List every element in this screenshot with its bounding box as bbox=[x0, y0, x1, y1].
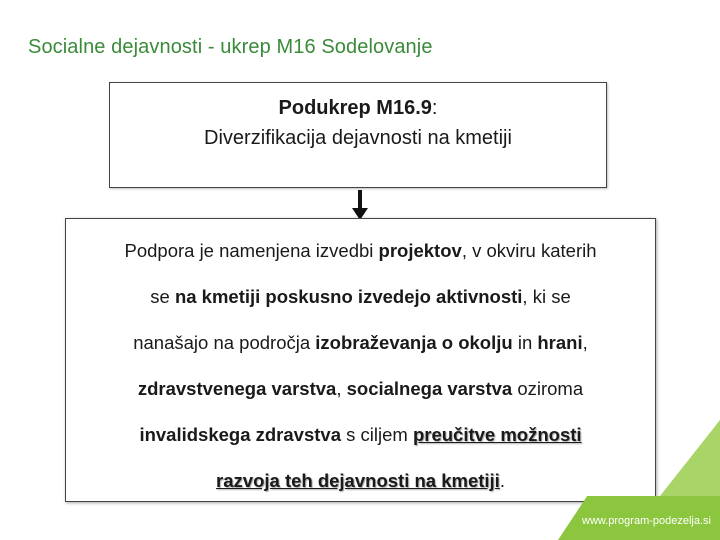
slide-title: Socialne dejavnosti - ukrep M16 Sodelovanje bbox=[28, 36, 433, 58]
description-line-1: Podpora je namenjena izvedbi projektov, v okviru katerih bbox=[124, 240, 597, 261]
goal-underlined-2: razvoja teh dejavnosti na kmetiji bbox=[216, 470, 500, 491]
submeasure-heading-line bbox=[110, 93, 606, 123]
description-line-2: se na kmetiji poskusno izvedejo aktivnosti, ki se bbox=[150, 286, 571, 307]
description-line-6: razvoja teh dejavnosti na kmetiji. bbox=[216, 470, 505, 491]
submeasure-subtitle: Diverzifikacija dejavnosti na kmetiji bbox=[204, 127, 512, 149]
goal-underlined-1: preučitve možnosti bbox=[412, 424, 582, 445]
submeasure-heading: Podukrep M16.9 bbox=[278, 97, 432, 119]
description-line-5: invalidskega zdravstva s ciljem preučitve možnosti bbox=[139, 424, 582, 445]
footer-decoration bbox=[660, 420, 720, 496]
footer-url: www.program-podezelja.si bbox=[582, 515, 711, 527]
description-line-3: nanašajo na področja izobraževanja o okolju in hrani, bbox=[133, 332, 588, 353]
description-box bbox=[65, 218, 656, 502]
description-line-4: zdravstvenega varstva, socialnega varstva oziroma bbox=[137, 378, 584, 399]
down-arrow-icon bbox=[352, 190, 368, 220]
submeasure-box bbox=[109, 82, 607, 188]
submeasure-heading-colon: : bbox=[431, 97, 438, 119]
